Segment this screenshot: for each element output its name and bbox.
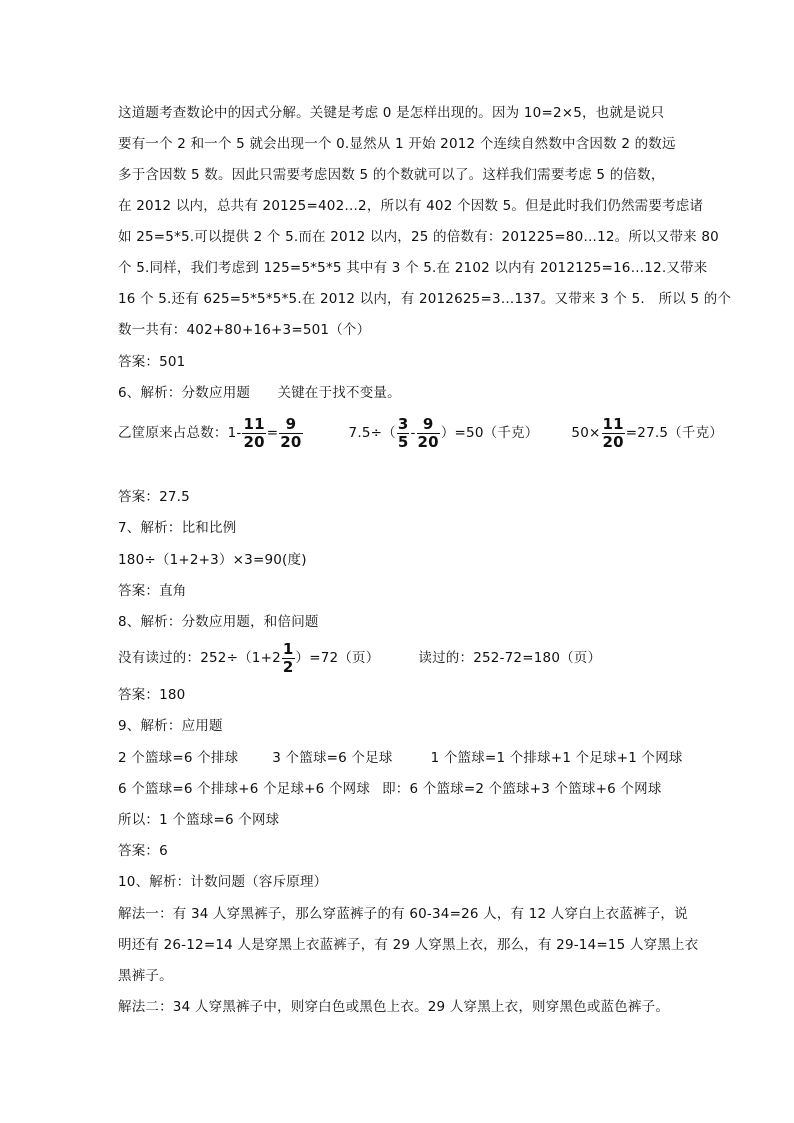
equals-sign: = (266, 425, 279, 441)
paragraph-line: 数一共有：402+80+16+3=501（个） (118, 322, 371, 338)
answer-line: 答案：直角 (118, 583, 187, 599)
fraction (417, 416, 440, 451)
equation: 3 个篮球=6 个足球 (272, 750, 393, 766)
paragraph-line: 要有一个 2 和一个 5 就会出现一个 0.显然从 1 开始 2012 个连续自然数中含因数 2 的数远 (118, 136, 676, 152)
q8-formula-line (118, 638, 601, 678)
q7-heading: 7、解析：比和比例 (118, 520, 237, 536)
fraction (397, 416, 410, 451)
denominator: 5 (397, 432, 409, 451)
paragraph-line: 在 2012 以内，总共有 20125=402…2，所以有 402 个因数 5。但是此时我们仍然需要考虑诸 (118, 198, 704, 214)
answer-line: 答案：501 (118, 354, 186, 370)
q10-method1-line: 黑裤子。 (118, 968, 173, 984)
equation: 1 个篮球=1 个排球+1 个足球+1 个网球 (430, 750, 683, 766)
paragraph-line: 多于含因数 5 数。因此只需要考虑因数 5 的个数就可以了。这样我们需要考虑 5 的倍数， (118, 167, 665, 183)
equation: 2 个篮球=6 个排球 (118, 750, 239, 766)
denominator: 20 (243, 432, 265, 451)
q6-part3-suffix: =27.5（千克） (625, 425, 723, 441)
denominator: 20 (602, 432, 624, 451)
q6-formula-line (118, 413, 723, 453)
q6-part2-suffix: ）=50（千克） (440, 425, 539, 441)
answer-line: 答案：27.5 (118, 489, 190, 505)
q9-line3: 所以：1 个篮球=6 个网球 (118, 812, 280, 828)
equation: 即：6 个篮球=2 个篮球+3 个篮球+6 个网球 (382, 781, 662, 797)
q10-heading: 10、解析：计数问题（容斥原理） (118, 874, 328, 890)
fraction (282, 641, 295, 676)
q10-method1-line: 解法一：有 34 人穿黑裤子，那么穿蓝裤子的有 60-34=26 人，有 12 人穿白上衣蓝裤子，说 (118, 906, 688, 922)
q10-method2-line: 解法二：34 人穿黑裤子中，则穿白色或黑色上衣。29 人穿黑上衣，则穿黑色或蓝色裤子。 (118, 999, 670, 1015)
numerator: 9 (417, 416, 440, 434)
answer-line: 答案：180 (118, 687, 186, 703)
numerator: 9 (279, 416, 302, 434)
denominator: 20 (280, 432, 302, 451)
q6-part2-prefix: 7.5÷（ (348, 425, 396, 441)
q8-unread-prefix: 没有读过的：252÷（1+2 (118, 650, 281, 666)
paragraph-line: 16 个 5.还有 625=5*5*5*5.在 2012 以内，有 2012625=3…137。又带来 3 个 5. 所以 5 的个 (118, 291, 732, 307)
denominator: 20 (417, 432, 439, 451)
q8-unread-suffix: ）=72（页） (295, 650, 380, 666)
q6-heading: 6、解析：分数应用题 关键在于找不变量。 (118, 385, 401, 401)
q9-line2 (118, 780, 662, 798)
q6-part3-prefix: 50× (571, 425, 601, 441)
numerator: 3 (397, 414, 409, 433)
q8-heading: 8、解析：分数应用题，和倍问题 (118, 614, 319, 630)
fraction (602, 416, 625, 451)
q6-part1-prefix: 乙筐原来占总数：1- (118, 425, 242, 441)
fraction (242, 416, 265, 451)
answer-line: 答案：6 (118, 843, 168, 859)
q7-calc: 180÷（1+2+3）×3=90(度) (118, 552, 307, 568)
q9-heading: 9、解析：应用题 (118, 718, 223, 734)
paragraph-line: 个 5.同样，我们考虑到 125=5*5*5 其中有 3 个 5.在 2102 以内有 2012125=16…12.又带来 (118, 260, 708, 276)
numerator: 11 (602, 414, 624, 433)
paragraph-line: 如 25=5*5.可以提供 2 个 5.而在 2012 以内，25 的倍数有：201225=80…12。所以又带来 80 (118, 229, 719, 245)
equation: 6 个篮球=6 个排球+6 个足球+6 个网球 (118, 781, 371, 797)
q8-read: 读过的：252-72=180（页） (418, 650, 602, 666)
fraction (279, 416, 302, 451)
denominator: 2 (282, 657, 294, 676)
numerator: 1 (282, 639, 294, 658)
q9-line1 (118, 749, 683, 767)
paragraph-line: 这道题考查数论中的因式分解。关键是考虑 0 是怎样出现的。因为 10=2×5，也就是说只 (118, 105, 665, 121)
minus-sign: - (410, 425, 416, 441)
numerator: 11 (243, 414, 265, 433)
q10-method1-line: 明还有 26-12=14 人是穿黑上衣蓝裤子，有 29 人穿黑上衣，那么，有 29-14=15 人穿黑上衣 (118, 937, 699, 953)
